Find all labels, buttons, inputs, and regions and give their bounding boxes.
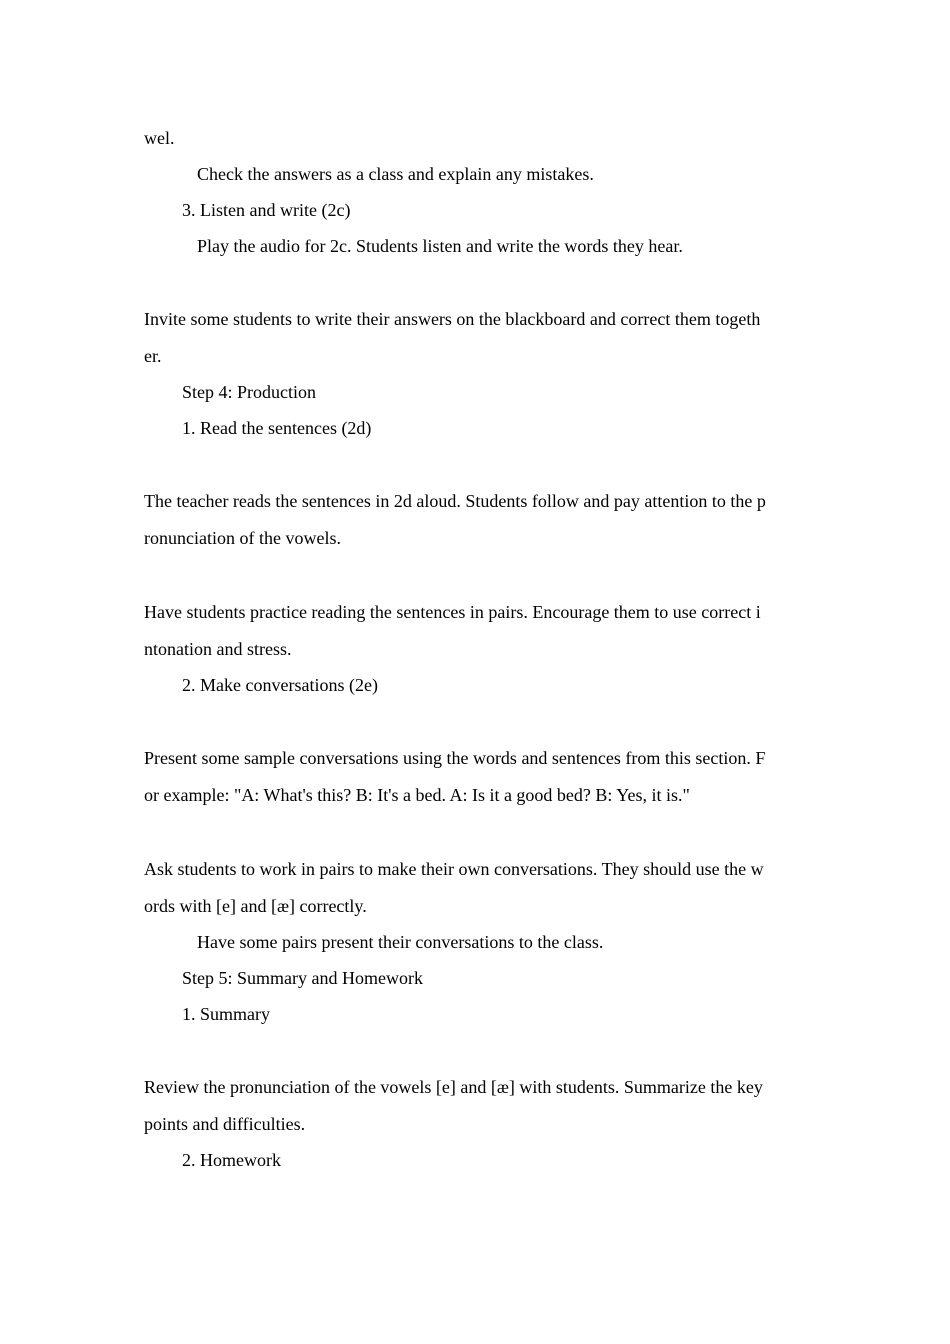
text-line: or example: "A: What's this? B: It's a bed. A: Is it a good bed? B: Yes, it is." [144, 785, 690, 805]
step-heading: Step 5: Summary and Homework [182, 968, 423, 988]
text-line: Check the answers as a class and explain any mistakes. [197, 164, 594, 184]
list-item-heading: 2. Homework [182, 1150, 281, 1170]
text-line: Ask students to work in pairs to make their own conversations. They should use the w [144, 859, 764, 879]
text-line: Present some sample conversations using the words and sentences from this section. F [144, 748, 766, 768]
text-line: wel. [144, 128, 175, 148]
text-line: Have students practice reading the sentences in pairs. Encourage them to use correct i [144, 602, 761, 622]
text-line: points and difficulties. [144, 1114, 306, 1134]
text-line: ntonation and stress. [144, 639, 292, 659]
list-item-heading: 1. Read the sentences (2d) [182, 418, 372, 438]
text-line: The teacher reads the sentences in 2d aloud. Students follow and pay attention to the p [144, 491, 766, 511]
list-item-heading: 2. Make conversations (2e) [182, 675, 378, 695]
text-line: ords with [e] and [æ] correctly. [144, 896, 367, 916]
text-line: Review the pronunciation of the vowels [e] and [æ] with students. Summarize the key [144, 1077, 763, 1097]
list-item-heading: 3. Listen and write (2c) [182, 200, 351, 220]
text-line: ronunciation of the vowels. [144, 528, 341, 548]
text-line: Have some pairs present their conversations to the class. [197, 932, 604, 952]
step-heading: Step 4: Production [182, 382, 316, 402]
text-line: Invite some students to write their answers on the blackboard and correct them togeth [144, 309, 761, 329]
text-line: er. [144, 346, 162, 366]
list-item-heading: 1. Summary [182, 1004, 270, 1024]
text-line: Play the audio for 2c. Students listen and write the words they hear. [197, 236, 683, 256]
